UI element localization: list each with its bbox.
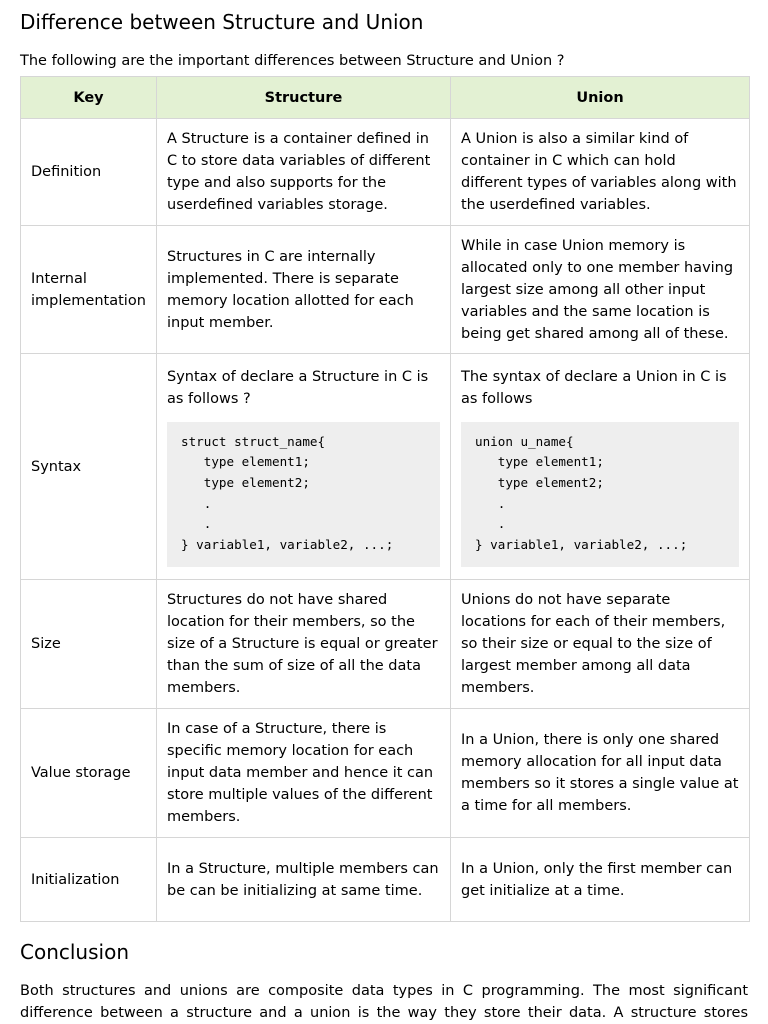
table-row-syntax <box>21 354 750 580</box>
comparison-table <box>20 76 750 922</box>
union-cell: Unions do not have separate locations for each of their members, so their size or equal to the size of largest member among all data members. <box>451 580 750 709</box>
structure-code-block: struct struct_name{ type element1; type element2; . . } variable1, variable2, ...; <box>167 422 440 568</box>
table-header-row <box>21 77 750 119</box>
structure-cell: Structures do not have shared location for their members, so the size of a Structure is equal or greater than the sum of size of all the data members. <box>157 580 451 709</box>
row-key: Size <box>21 580 157 709</box>
union-cell: A Union is also a similar kind of container in C which can hold different types of variables along with the userdefined variables. <box>451 119 750 226</box>
table-row-definition <box>21 119 750 226</box>
header-structure: Structure <box>157 77 451 119</box>
structure-cell: In case of a Structure, there is specific memory location for each input data member and hence it can store multiple values of the different members. <box>157 709 451 838</box>
row-key: Initialization <box>21 838 157 922</box>
structure-cell <box>157 354 451 580</box>
conclusion-text: Both structures and unions are composite data types in C programming. The most significant difference between a structure and a union is the way they store their data. A structure stores <box>20 983 748 1021</box>
structure-cell: Structures in C are internally implemented. There is separate memory location allotted for each input member. <box>157 226 451 354</box>
table-row-size <box>21 580 750 709</box>
intro-text: The following are the important differences between Structure and Union ? <box>20 53 565 69</box>
table-row-initialization <box>21 838 750 922</box>
union-cell <box>451 354 750 580</box>
page-title: Difference between Structure and Union <box>20 10 424 34</box>
header-key: Key <box>21 77 157 119</box>
table-row-value-storage <box>21 709 750 838</box>
conclusion-heading: Conclusion <box>20 940 129 964</box>
row-key: Syntax <box>21 354 157 580</box>
row-key: Value storage <box>21 709 157 838</box>
union-code-block: union u_name{ type element1; type element2; . . } variable1, variable2, ...; <box>461 422 739 568</box>
table-row-internal-implementation <box>21 226 750 354</box>
union-syntax-text: The syntax of declare a Union in C is as follows <box>461 368 727 407</box>
union-cell: While in case Union memory is allocated only to one member having largest size among all other input variables and the same location is being get shared among all of these. <box>451 226 750 354</box>
union-cell: In a Union, only the first member can get initialize at a time. <box>451 838 750 922</box>
structure-cell: A Structure is a container defined in C to store data variables of different type and also supports for the userdefined variables storage. <box>157 119 451 226</box>
header-union: Union <box>451 77 750 119</box>
row-key: Definition <box>21 119 157 226</box>
structure-cell: In a Structure, multiple members can be can be initializing at same time. <box>157 838 451 922</box>
row-key: Internal implementation <box>21 226 157 354</box>
union-cell: In a Union, there is only one shared memory allocation for all input data members so it stores a single value at a time for all members. <box>451 709 750 838</box>
structure-syntax-text: Syntax of declare a Structure in C is as follows ? <box>167 368 429 407</box>
